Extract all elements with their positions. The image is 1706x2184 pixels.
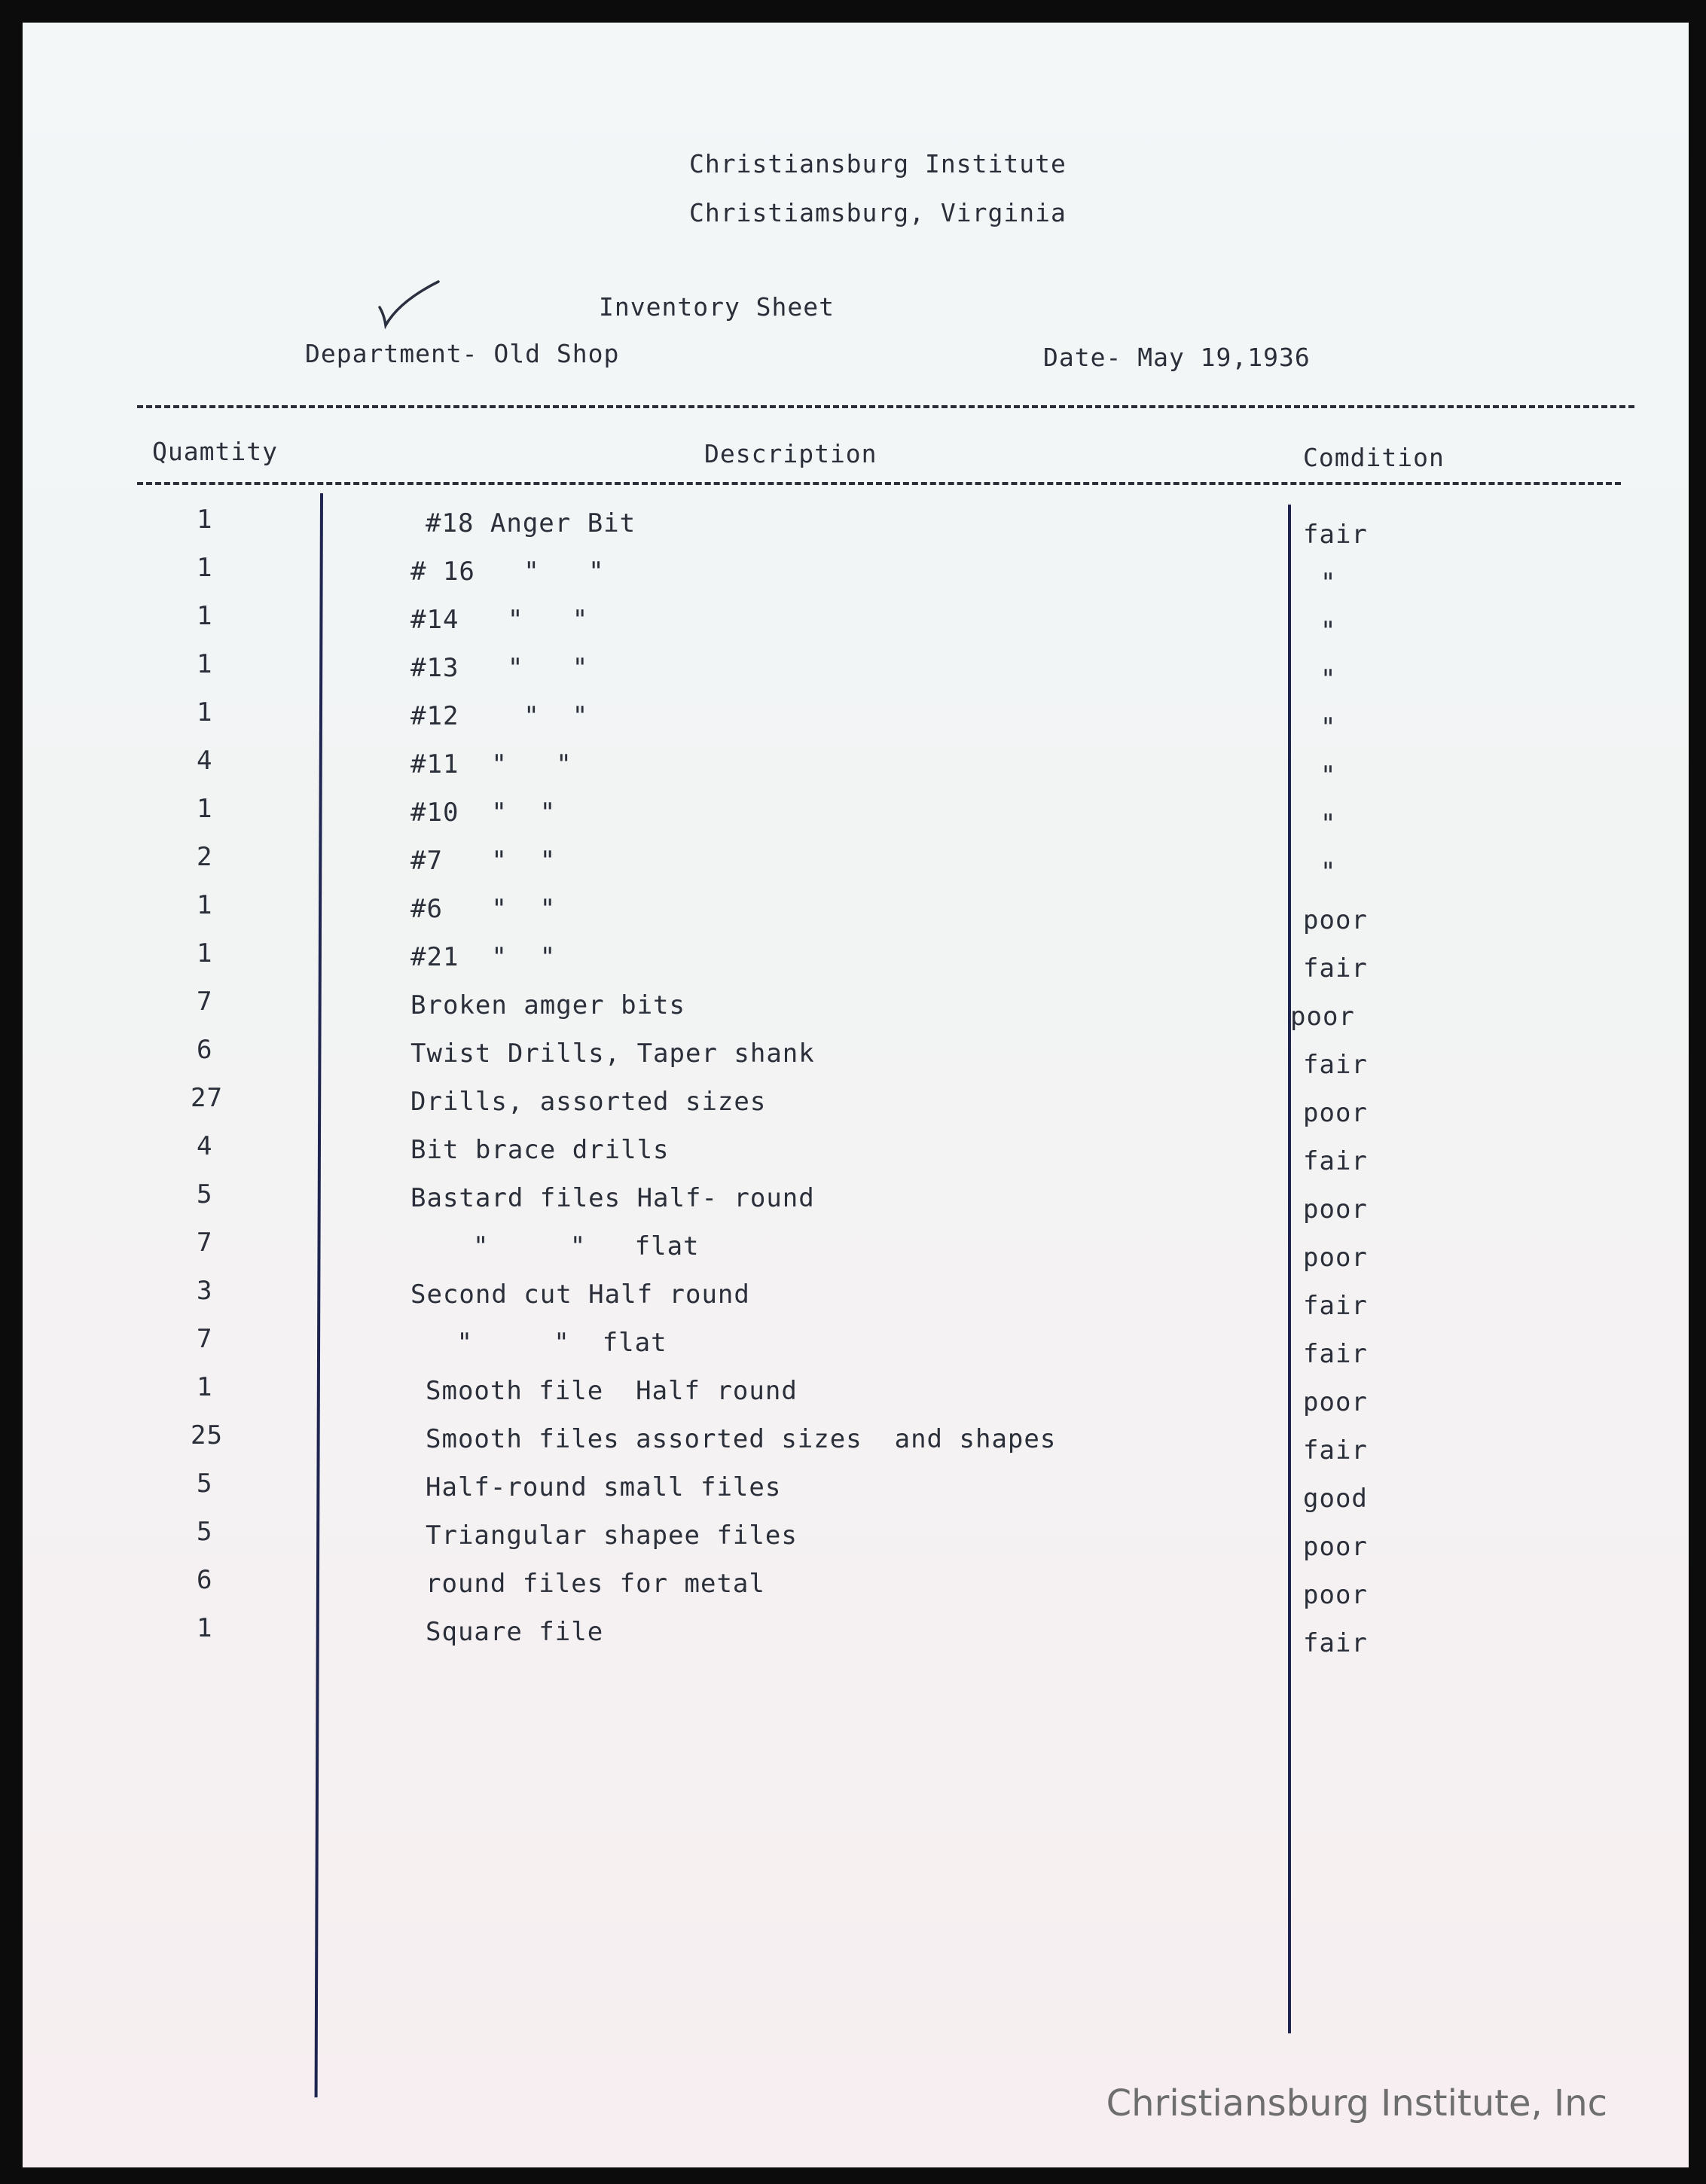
row-18-condition: fair <box>1303 1339 1368 1369</box>
row-1-description: #18 Anger Bit <box>426 508 636 538</box>
column-header-description: Description <box>704 439 877 468</box>
row-23-description: round files for metal <box>426 1569 765 1599</box>
row-3-quantity: 1 <box>197 601 213 631</box>
row-5-condition: " <box>1320 712 1337 743</box>
sheet-title: Inventory Sheet <box>599 292 835 322</box>
row-5-description: #12 " " <box>410 701 589 731</box>
letterhead-location: Christiamsburg, Virginia <box>689 198 1067 227</box>
date-label: Date- May 19,1936 <box>1043 343 1311 372</box>
row-21-description: Half-round small files <box>426 1472 782 1502</box>
row-22-description: Triangular shapee files <box>426 1521 798 1551</box>
column-header-quantity: Quamtity <box>152 437 278 466</box>
department-label: Department- Old Shop <box>305 339 620 368</box>
row-11-condition: poor <box>1290 1002 1355 1032</box>
row-13-description: Drills, assorted sizes <box>410 1087 767 1117</box>
row-16-quantity: 7 <box>197 1228 213 1258</box>
row-4-description: #13 " " <box>410 653 589 683</box>
row-8-condition: " <box>1320 857 1337 887</box>
row-20-quantity: 25 <box>191 1420 223 1450</box>
row-22-quantity: 5 <box>197 1517 213 1547</box>
row-3-description: #14 " " <box>410 605 589 635</box>
row-19-description: Smooth file Half round <box>426 1376 798 1406</box>
row-22-condition: poor <box>1303 1532 1368 1562</box>
row-11-description: Broken amger bits <box>410 990 685 1020</box>
row-6-condition: " <box>1320 761 1337 791</box>
row-3-condition: " <box>1320 616 1337 646</box>
row-2-condition: " <box>1320 568 1337 598</box>
column-header-condition: Comdition <box>1303 443 1445 472</box>
row-13-quantity: 27 <box>191 1083 223 1113</box>
row-1-condition: fair <box>1303 520 1368 550</box>
row-9-quantity: 1 <box>197 890 213 920</box>
checkmark-icon <box>377 279 444 331</box>
row-12-quantity: 6 <box>197 1035 213 1065</box>
row-5-quantity: 1 <box>197 697 213 727</box>
header-divider-bottom <box>137 482 1621 485</box>
row-17-quantity: 3 <box>197 1276 213 1306</box>
row-14-description: Bit brace drills <box>410 1135 670 1165</box>
row-19-condition: poor <box>1303 1387 1368 1417</box>
column-rule-right <box>1288 505 1291 2033</box>
row-18-quantity: 7 <box>197 1324 213 1354</box>
row-7-description: #10 " " <box>410 798 557 828</box>
watermark: Christiansburg Institute, Inc <box>1106 2082 1607 2125</box>
row-20-description: Smooth files assorted sizes and shapes <box>426 1424 1057 1454</box>
row-9-condition: poor <box>1303 905 1368 935</box>
row-20-condition: fair <box>1303 1435 1368 1466</box>
row-4-quantity: 1 <box>197 649 213 679</box>
row-12-condition: fair <box>1303 1050 1368 1080</box>
row-18-description: " " flat <box>441 1328 667 1358</box>
inventory-document <box>23 23 1689 2167</box>
row-24-description: Square file <box>426 1617 604 1647</box>
row-8-quantity: 2 <box>197 842 213 872</box>
row-15-condition: poor <box>1303 1194 1368 1225</box>
row-10-quantity: 1 <box>197 938 213 968</box>
row-15-quantity: 5 <box>197 1179 213 1209</box>
row-15-description: Bastard files Half- round <box>410 1183 815 1213</box>
row-19-quantity: 1 <box>197 1372 213 1402</box>
row-8-description: #7 " " <box>410 846 557 876</box>
row-6-quantity: 4 <box>197 746 213 776</box>
header-divider-top <box>137 405 1634 408</box>
row-24-quantity: 1 <box>197 1613 213 1643</box>
row-14-condition: fair <box>1303 1146 1368 1176</box>
row-2-description: # 16 " " <box>410 557 605 587</box>
row-23-quantity: 6 <box>197 1565 213 1595</box>
row-23-condition: poor <box>1303 1580 1368 1610</box>
column-rule-left <box>315 493 323 2097</box>
row-17-condition: fair <box>1303 1291 1368 1321</box>
row-16-description: " " flat <box>441 1231 700 1261</box>
row-4-condition: " <box>1320 664 1337 694</box>
row-21-condition: good <box>1303 1484 1368 1514</box>
row-10-condition: fair <box>1303 953 1368 984</box>
row-14-quantity: 4 <box>197 1131 213 1161</box>
row-12-description: Twist Drills, Taper shank <box>410 1039 815 1069</box>
row-10-description: #21 " " <box>410 942 557 972</box>
row-1-quantity: 1 <box>197 505 213 535</box>
row-7-quantity: 1 <box>197 794 213 824</box>
row-13-condition: poor <box>1303 1098 1368 1128</box>
row-9-description: #6 " " <box>410 894 557 924</box>
letterhead-name: Christiansburg Institute <box>689 149 1067 178</box>
row-17-description: Second cut Half round <box>410 1280 750 1310</box>
row-21-quantity: 5 <box>197 1469 213 1499</box>
row-24-condition: fair <box>1303 1628 1368 1658</box>
row-7-condition: " <box>1320 809 1337 839</box>
row-2-quantity: 1 <box>197 553 213 583</box>
row-11-quantity: 7 <box>197 987 213 1017</box>
row-6-description: #11 " " <box>410 749 572 779</box>
row-16-condition: poor <box>1303 1243 1368 1273</box>
